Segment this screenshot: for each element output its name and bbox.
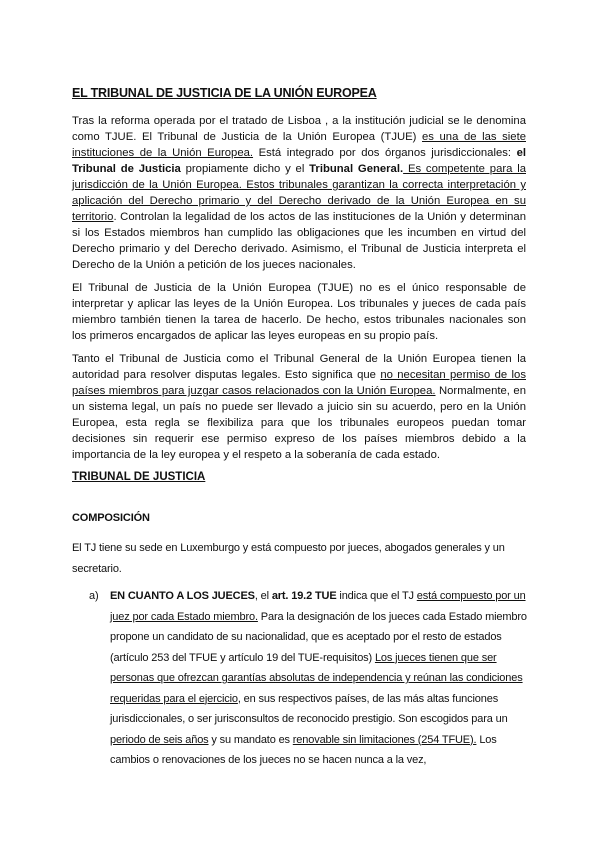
paragraph-authority: [72, 351, 526, 463]
paragraph-composition: El TJ tiene su sede en Luxemburgo y está compuesto por jueces, abogados generales y un secretario.: [72, 542, 505, 575]
item-a-bold-1: EN CUANTO A LOS JUECES: [110, 590, 255, 602]
item-a-text-2: indica que el TJ: [336, 590, 417, 602]
p1-underline-2: Es competente para la jurisdicción de la Unión Europea. Estos tribunales garantizan la correcta interpretación y aplicación del Derecho primario y del Derecho derivado de la Unión Europea en su territorio: [72, 163, 526, 223]
list-item-body: [110, 586, 529, 771]
paragraph-intro: [72, 113, 526, 273]
p1-bold-1: el Tribunal de Justicia: [72, 147, 526, 175]
item-a-bold-2: art. 19.2 TUE: [271, 590, 337, 602]
p1-text-1: Tras la reforma operada por el tratado de Lisboa , a la institución judicial se le denomina como TJUE. El Tribunal de Justicia de la Unión Europea (TJUE): [72, 115, 526, 143]
p1-text-2: Está integrado por dos órganos jurisdiccionales:: [253, 147, 517, 159]
p3-underline-1: no necesitan permiso de los países miembros para juzgar casos relacionados con la Unión Europea.: [72, 369, 526, 397]
document-title: EL TRIBUNAL DE JUSTICIA DE LA UNIÓN EUROPEA: [72, 86, 377, 100]
item-a-underline-4: renovable sin limitaciones (254 TFUE).: [292, 733, 477, 746]
section-heading: TRIBUNAL DE JUSTICIA: [72, 471, 206, 483]
item-a-text-4: , en sus respectivos países, de las más altas funciones jurisdiccionales, o ser jurisconsultos de reconocido prestigio. Son escogidos para un: [110, 692, 508, 725]
p1-text-3: propiamente dicho y el: [180, 163, 310, 175]
p1-text-4: . Controlan la legalidad de los actos de las instituciones de la Unión y determinan si los Estados miembros han cumplido las obligaciones que les incumben en virtud del Derecho primario y del Derecho derivado. Asimismo, el Tribunal de Justicia interpreta el Derecho de la Unión a petición de los jueces nacionales.: [72, 211, 526, 271]
list-marker: a): [89, 590, 99, 602]
list-item-judges: [89, 586, 529, 771]
item-a-text-3: Para la designación de los jueces cada Estado miembro propone un candidato de su nacionalidad, que es aceptado por el resto de estados (artículo 253 del TFUE y artículo 19 del TUE-requisitos): [110, 610, 527, 664]
item-a-text-1: , el: [254, 590, 272, 602]
p3-text-1: Tanto el Tribunal de Justicia como el Tribunal General de la Unión Europea tienen la autoridad para resolver disputas legales. Esto significa que: [72, 353, 526, 381]
p1-underline-1: es una de las siete instituciones de la Unión Europea.: [72, 131, 526, 159]
sub-heading: COMPOSICIÓN: [72, 512, 150, 524]
item-a-text-6: Los cambios o renovaciones de los jueces no se hacen nunca a la vez,: [110, 733, 497, 766]
item-a-underline-1: está compuesto por un juez por cada Estado miembro.: [110, 590, 526, 623]
item-a-underline-3: periodo de seis años: [110, 733, 209, 746]
paragraph-national-courts: El Tribunal de Justicia de la Unión Europea (TJUE) no es el único responsable de interpretar y aplicar las leyes de la Unión Europea. Los tribunales y jueces de cada país miembro también tienen la tarea de hacerlo. De hecho, estos tribunales nacionales son los primeros encargados de aplicar las leyes europeas en su propio país.: [72, 282, 526, 342]
item-a-text-5: y su mandato es: [208, 733, 293, 746]
item-a-underline-2: Los jueces tienen que ser personas que ofrezcan garantías absolutas de independencia y reúnan las condiciones requeridas para el ejercicio: [110, 651, 523, 705]
p3-text-2: Normalmente, en un sistema legal, un país no puede ser llevado a juicio sin su acuerdo, pero en la Unión Europea, esta regla se flexibiliza para que los tribunales europeos puedan tomar decisiones sin requerir ese permiso expreso de los países miembros debido a la importancia de la ley europea y el respeto a la soberanía de cada estado.: [72, 385, 526, 461]
p1-bold-2: Tribunal General.: [309, 163, 404, 175]
